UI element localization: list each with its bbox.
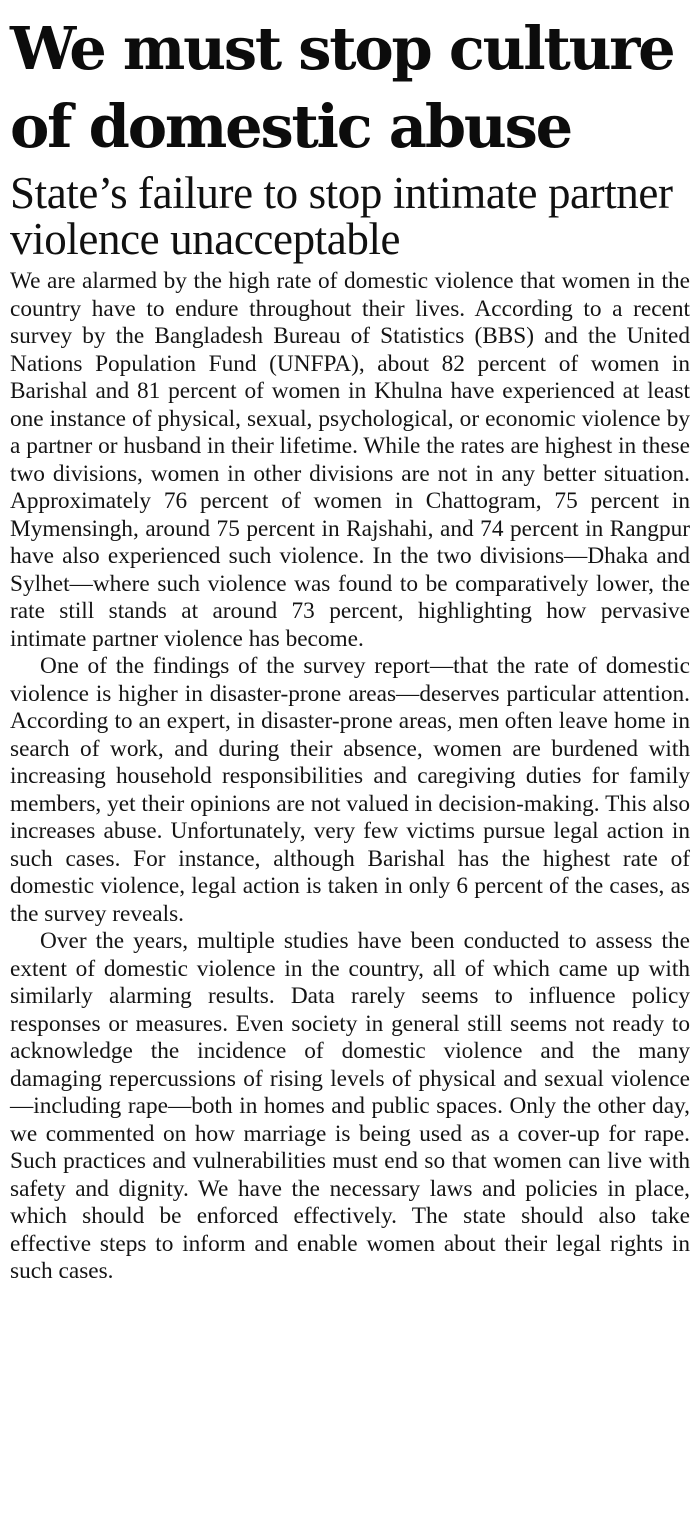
body-paragraph-1: We are alarmed by the high rate of domestic violence that women in the country have to endure throughout their lives. According to a recent survey by the Bangladesh Bureau of Statistics (BBS) and the United Nations Population Fund (UNFPA), about 82 percent of women in Barishal and 81 percent of women in Khulna have experienced at least one instance of physical, sexual, psychological, or economic violence by a partner or husband in their lifetime. While the rates are highest in these two divisions, women in other divisions are not in any better situation. Approximately 76 percent of women in Chattogram, 75 percent in Mymensingh, around 75 percent in Rajshahi, and 74 percent in Rangpur have also experienced such violence. In the two divisions—Dhaka and Sylhet—where such violence was found to be comparatively lower, the rate still stands at around 73 percent, highlighting how pervasive intimate partner violence has become. [10,268,690,652]
body-paragraph-2: One of the findings of the survey report—that the rate of domestic violence is higher in disaster-prone areas—deserves particular attention. According to an expert, in disaster-prone areas, men often leave home in search of work, and during their absence, women are burdened with increasing household responsibilities and caregiving duties for family members, yet their opinions are not valued in decision-making. This also increases abuse. Unfortunately, very few victims pursue legal action in such cases. For instance, although Barishal has the highest rate of domestic violence, legal action is taken in only 6 percent of the cases, as the survey reveals. [10,653,690,927]
article-body [10,268,690,1286]
headline: We must stop culture of domestic abuse [10,14,674,161]
body-paragraph-3: Over the years, multiple studies have been conducted to assess the extent of domestic violence in the country, all of which came up with similarly alarming results. Data rarely seems to influence policy responses or measures. Even society in general still seems not ready to acknowledge the incidence of domestic violence and the many damaging repercussions of rising levels of physical and sexual violence—including rape—both in homes and public spaces. Only the other day, we commented on how marriage is being used as a cover-up for rape. Such practices and vulnerabilities must end so that women can live with safety and dignity. We have the necessary laws and policies in place, which should be enforced effectively. The state should also take effective steps to inform and enable women about their legal rights in such cases. [10,928,690,1284]
subheadline: State’s failure to stop intimate partner violence unacceptable [10,168,673,264]
